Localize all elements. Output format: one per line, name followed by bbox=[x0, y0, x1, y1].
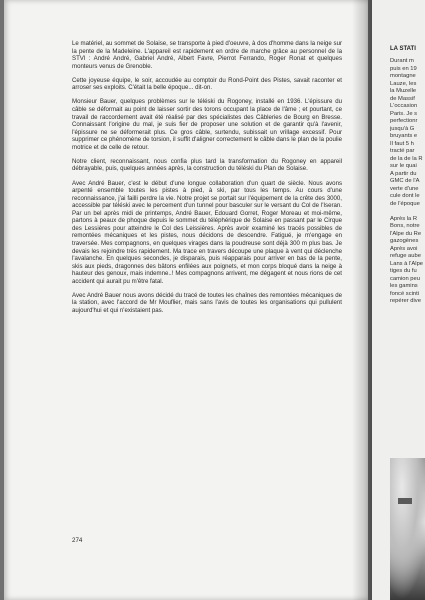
paragraph: Notre client, reconnaissant, nous confia plus tard la transformation du Rogoney en appareil débrayable, puis, quelques années après, la construction du téléski du Plan de Solaise. bbox=[72, 157, 342, 173]
photo-building bbox=[398, 498, 412, 504]
right-page-line: verte d'une bbox=[390, 185, 419, 192]
right-page-line: montagne bbox=[390, 73, 416, 79]
right-page-line bbox=[390, 208, 425, 216]
right-page-line: perfectionr bbox=[390, 118, 418, 124]
right-page-line: tracté par bbox=[390, 148, 415, 154]
right-page-line: bruyants e bbox=[390, 133, 418, 139]
right-page-line: Il faut 5 h bbox=[390, 140, 414, 147]
right-page-line: A partir du bbox=[390, 170, 417, 177]
left-page bbox=[4, 0, 368, 600]
right-page-line: cule dont le bbox=[390, 193, 420, 199]
page-number: 274 bbox=[72, 537, 83, 544]
right-page-line: l'Alpe du Re bbox=[390, 230, 422, 237]
right-page-line: de l'époque bbox=[390, 200, 420, 207]
right-page-line: refuge aube bbox=[390, 253, 421, 259]
right-page-line: Bons, notre bbox=[390, 223, 420, 229]
paragraph: Avec André Bauer nous avons décidé du tracé de toutes les chaînes des remontées mécaniques de la station, avec l'accord de Mr Mouflier, mais sans l'avis de toutes les organisations qui pullulent aujourd'hui et qui n'existaient pas. bbox=[72, 291, 342, 314]
right-page-line: les gamins bbox=[390, 283, 418, 289]
right-page-text bbox=[390, 58, 425, 306]
right-page-line: repérer dive bbox=[390, 298, 421, 304]
right-page-line: tiges du fu bbox=[390, 268, 417, 274]
book-gutter bbox=[352, 0, 374, 600]
right-page-line: puis en 19 bbox=[390, 65, 417, 72]
paragraph: Monsieur Bauer, quelques problèmes sur le téléski du Rogoney, installé en 1936. L'épissure du câble se déformait au point de laisser sortir des torons occupant la place de l'âme ; et pourtant, ce travail de raccordement avait été réalisé par des spécialistes des Câbleries de Bourg en Bresse. Connaissant l'origine du mal, je suis fier de proposer une solution et de garantir qu'à l'avenir, l'épissure ne se déformerait plus. Ce gros câble, surtendu, subissait un vrillage excessif. Pour supprimer ce phénomène de torsion, il suffit d'aligner correctement le câble dans le plan de la poulie motrice et de celle de retour. bbox=[72, 98, 343, 151]
mountain-photo bbox=[390, 458, 425, 600]
right-page-line: sur le quai bbox=[390, 163, 417, 169]
right-page-line: Lans à l'Alpe bbox=[390, 260, 424, 267]
right-page-line: Après la R bbox=[390, 215, 418, 222]
right-page-line: Paris. Je s bbox=[390, 110, 418, 117]
right-page-line: de la de la R bbox=[390, 155, 423, 162]
right-page-line: jusqu'à G bbox=[390, 125, 415, 132]
right-page-line: gazogènes bbox=[390, 238, 419, 244]
right-page-line: la Muzelle bbox=[390, 88, 417, 94]
paragraph: Avec André Bauer, c'est le début d'une longue collaboration d'un quart de siècle. Nous avons arpenté ensemble toutes les pistes à pied, à ski, par tous les temps. Au cours d'une reconnaissance, j'ai failli perdre la vie. Notre projet se portait sur l'équipement de la crête des 3000, accessible par téléski avec le percement d'un tunnel pour basculer sur le versant du Col de l'Iseran. Par un bel après midi de printemps, André Bauer, Edouard Gorret, Roger Moreau et moi-même, partons à peaux de phoque depuis le sommet du téléphérique de Solaise en passant par le Cirque des Lessières pour atteindre le Col des Leissières. Après avoir examiné les tracés possibles de remontées mécaniques et les pistes, nous décidons de descendre. Fatigué, je m'engage en traversée. Mes compagnons, en quelques virages dans la poudreuse sont déjà 300 m plus bas. Je devais les rejoindre très rapidement. Ma trace en travers découpe une plaque à vent qui déclenche l'avalanche. En quelques secondes, je disparais, puis réapparais pour arriver en bas de la pente, skis aux pieds, dragonnes des bâtons enfilées aux poignets, et mon corps bloqué dans la neige à hauteur des genoux, mais indemne..! Mes compagnons arrivent, me dégagent et nous rions de cet accident qui aurait pu m'être fatal. bbox=[72, 179, 342, 285]
text-column bbox=[72, 40, 342, 321]
right-page-line: Lauze, les bbox=[390, 80, 417, 87]
paragraph: Cette joyeuse équipe, le soir, accoudée au comptoir du Rond-Point des Pistes, savait raconter et arroser ses exploits. C'était la belle époque... dit-on. bbox=[72, 76, 342, 92]
right-page-line: foncé scinti bbox=[390, 290, 419, 297]
right-page-line: L'occasion bbox=[390, 103, 418, 109]
right-page-line: GMC de l'A bbox=[390, 178, 420, 184]
right-page-line: camion peu bbox=[390, 275, 420, 282]
right-page-line: de Massif bbox=[390, 95, 415, 102]
right-page-heading: LA STATI bbox=[390, 46, 416, 52]
right-page-line: Après avoi bbox=[390, 245, 418, 252]
paragraph: Le matériel, au sommet de Solaise, se transporte à pied d'oeuvre, à dos d'homme dans la neige sur la pente de la Madeleine. L'appareil est rapidement en ordre de marche grâce au personnel de la STVI : André André, Gabriel André, Albert Favre, Pierrot Ferrando, Roger Ronat et quelques monteurs venus de Grenoble. bbox=[72, 40, 342, 70]
right-page-line: Durant m bbox=[390, 58, 414, 64]
right-page bbox=[372, 0, 425, 600]
